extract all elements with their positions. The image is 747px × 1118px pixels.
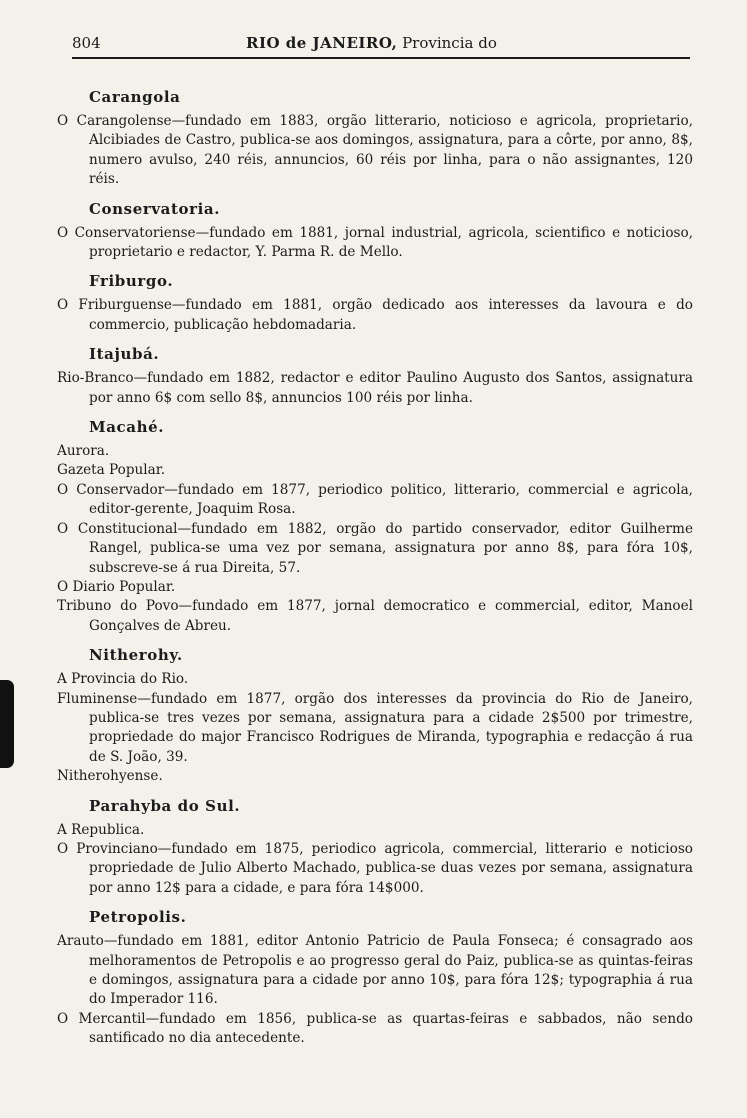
section-nitherohy <box>57 645 693 786</box>
entry: A Republica. <box>57 821 145 838</box>
section-title: Petropolis. <box>89 908 187 927</box>
entry: Nitherohyense. <box>57 768 163 785</box>
page-header <box>72 34 690 56</box>
section-title: Macahé. <box>89 418 165 437</box>
section-itajuba <box>57 344 693 408</box>
running-title-rest: Provincia do <box>402 34 497 52</box>
section-title: Conservatoria. <box>89 199 221 218</box>
section-macahe <box>57 417 693 636</box>
entry: Rio-Branco—fundado em 1882, redactor e editor Paulino Augusto dos Santos, assignatura por anno 6$ com sello 8$, annuncios 100 réis por linha. <box>57 370 693 406</box>
entry: O Conservador—fundado em 1877, periodico politico, litterario, commercial e agricola, editor-gerente, Joaquim Rosa. <box>57 481 693 518</box>
entry: O Constitucional—fundado em 1882, orgão do partido conservador, editor Guilherme Rangel, publica-se uma vez por semana, assignatura por anno 8$, para fóra 10$, subscreve-se á rua Direita, 57. <box>57 520 693 576</box>
section-title: Friburgo. <box>89 272 174 291</box>
section-friburgo <box>57 271 693 335</box>
section-title: Parahyba do Sul. <box>89 796 241 815</box>
running-title-bold: RIO de JANEIRO, <box>246 34 398 52</box>
entry: O Diario Popular. <box>57 578 176 595</box>
section-carangola <box>57 87 693 190</box>
section-title: Nitherohy. <box>89 646 183 665</box>
section-title: Itajubá. <box>89 345 160 364</box>
section-parahyba-do-sul <box>57 796 693 899</box>
entry: O Provinciano—fundado em 1875, periodico agricola, commercial, litterario e noticioso propriedade de Julio Alberto Machado, publica-se duas vezes por semana, assignatura por anno 12$ para a cidade, e para fóra 14$000. <box>57 840 693 896</box>
entry: O Mercantil—fundado em 1856, publica-se as quartas-feiras e sabbados, não sendo santificado no dia antecedente. <box>57 1010 693 1047</box>
header-rule <box>72 57 690 59</box>
page-number: 804 <box>72 34 101 52</box>
entry: O Friburguense—fundado em 1881, orgão dedicado aos interesses da lavoura e do commercio, publicação hebdomadaria. <box>57 297 693 333</box>
section-title: Carangola <box>89 88 181 106</box>
entry: Aurora. <box>57 443 110 460</box>
entry: O Conservatoriense—fundado em 1881, jornal industrial, agricola, scientifico e noticioso, proprietario e redactor, Y. Parma R. de Mello. <box>57 224 693 261</box>
running-title <box>246 34 497 52</box>
section-petropolis <box>57 907 693 1048</box>
entry: O Carangolense—fundado em 1883, orgão litterario, noticioso e agricola, proprietario, Alcibiades de Castro, publica-se aos domingos, assignatura, para a côrte, por anno, 8$, numero avulso, 240 réis, annuncios, 60 réis por linha, para o não assignantes, 120 réis. <box>57 113 693 188</box>
entry: Fluminense—fundado em 1877, orgão dos interesses da provincia do Rio de Janeiro, publica-se tres vezes por semana, assignatura para a cidade 2$500 por trimestre, propriedade do major Francisco Rodrigues de Miranda, typographia e redacção á rua de S. João, 39. <box>57 690 693 765</box>
entry: Gazeta Popular. <box>57 462 166 479</box>
page-content <box>57 87 693 1058</box>
section-conservatoria <box>57 199 693 263</box>
entry: Arauto—fundado em 1881, editor Antonio Patricio de Paula Fonseca; é consagrado aos melhoramentos de Petropolis e ao progresso geral do Paiz, publica-se as quintas-feiras e domingos, assignatura para a cidade por anno 10$, para fóra 12$; typographia á rua do Imperador 116. <box>57 933 693 1008</box>
binding-edge-mark <box>0 680 14 768</box>
entry: A Provincia do Rio. <box>57 671 189 688</box>
entry: Tribuno do Povo—fundado em 1877, jornal democratico e commercial, editor, Manoel Gonçalves de Abreu. <box>57 598 693 634</box>
